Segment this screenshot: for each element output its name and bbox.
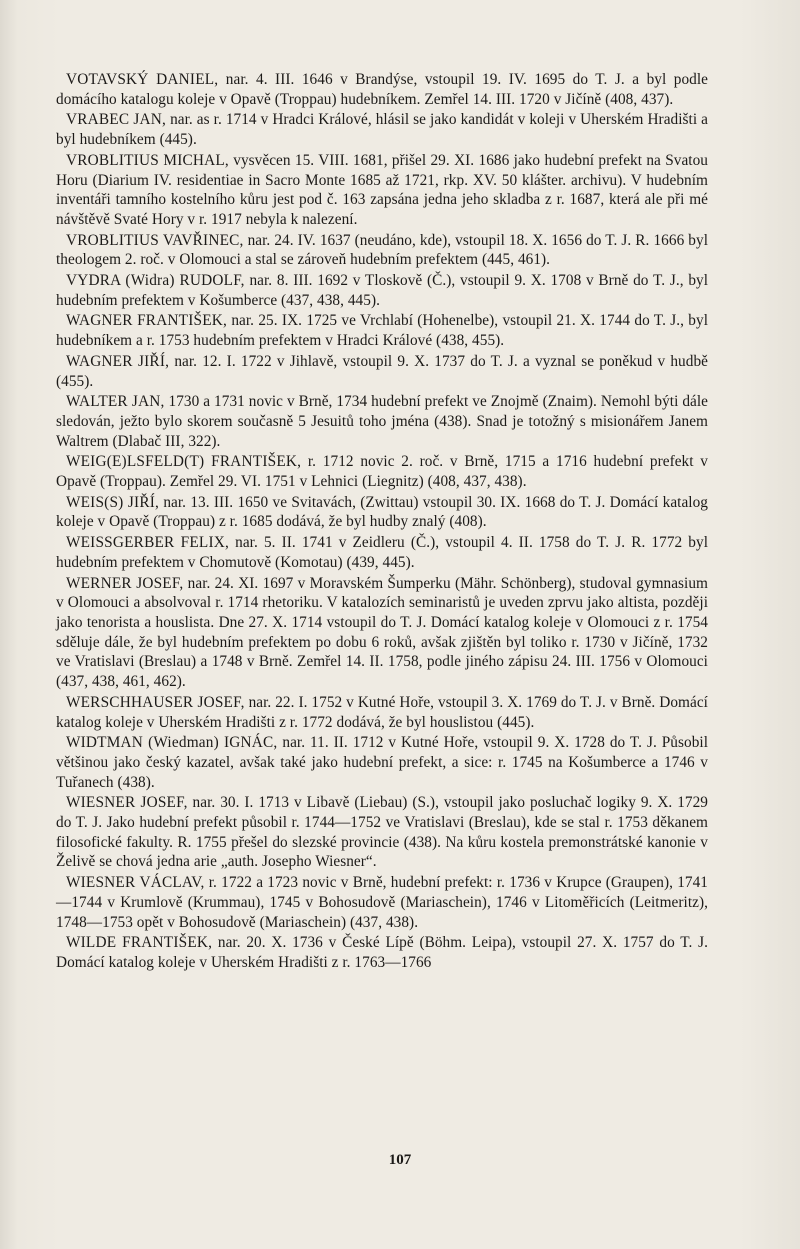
entry-wiesner-vaclav (56, 873, 708, 932)
entry-text: vysvěcen 15. VIII. 1681, přišel 29. XI. 1686 jako hudební prefekt na Svatou Horu (Diarium IV. residentiae in Sacro Monte 1685 až 1721, rkp. XV. 50 klášter. archivu). V hudebním inventáři tamního kostelního kůru jest pod č. 163 zapsána jedna jeho skladba z r. 1687, která ale při mé návštěvě Svaté Hory v r. 1917 nebyla k nalezení. (56, 151, 708, 228)
entry-text: nar. 11. II. 1712 v Kutné Hoře, vstoupil 9. X. 1728 do T. J. Působil většinou jako český kazatel, avšak také jako hudební prefekt, a sice: r. 1745 na Košumberce a 1746 v Tuřanech (438). (56, 734, 708, 791)
entry-walter (56, 392, 708, 451)
entry-text: 1730 a 1731 novic v Brně, 1734 hudební prefekt ve Znojmě (Znaim). Nemohl býti dále sledován, ježto bylo skorem současně 5 Jesuitů toho jména (438). Snad je totožný s misionářem Janem Waltrem (Dlabač III, 322). (56, 393, 709, 450)
entry-name: VOTAVSKÝ DANIEL, (66, 71, 219, 88)
entry-werschhauser (56, 693, 708, 732)
entry-name: WEIS(S) JIŘÍ, (66, 493, 160, 511)
entry-text: nar. 30. I. 1713 v Libavě (Liebau) (S.), vstoupil jako posluchač logiky 9. X. 1729 do T. J. Jako hudební prefekt působil r. 1744—1752 ve Vratislavi (Breslau), kde se stal r. 1753 děkanem filosofické fakulty. R. 1755 přešel do slezské provincie (438). Na kůru kostela premonstrátské kanonie v Želivě se chová jedna arie „auth. Josepho Wiesner“. (56, 794, 709, 871)
entry-text: nar. 22. I. 1752 v Kutné Hoře, vstoupil 3. X. 1769 do T. J. v Brně. Domácí katalog koleje v Uherském Hradišti z r. 1772 dodává, že byl houslistou (445). (56, 693, 708, 731)
entry-name: VYDRA (Widra) RUDOLF, (66, 272, 245, 290)
entry-name: WEIG(E)LSFELD(T) FRANTIŠEK, (66, 453, 302, 471)
entry-text: nar. 12. I. 1722 v Jihlavě, vstoupil 9. X. 1737 do T. J. a vyznal se poněkud v hudbě (455). (56, 352, 708, 390)
text-column (56, 70, 708, 974)
page-number: 107 (388, 1152, 412, 1168)
entry-name: WAGNER JIŘÍ, (66, 352, 170, 370)
entry-text: nar. 20. X. 1736 v České Lípě (Böhm. Leipa), vstoupil 27. X. 1757 do T. J. Domácí katalog koleje v Uherském Hradišti z r. 1763—1766 (56, 934, 708, 971)
entry-name: WIESNER JOSEF, (66, 794, 188, 812)
entry-name: VROBLITIUS MICHAL, (66, 151, 229, 169)
entry-text: nar. 25. IX. 1725 ve Vrchlabí (Hohenelbe), vstoupil 21. X. 1744 do T. J., byl hudebníkem a r. 1753 hudebním prefektem v Hradci Králové (438, 455). (56, 312, 708, 350)
entry-widtman (56, 733, 708, 792)
entry-wiesner-josef (56, 793, 708, 872)
entry-weigelsfeld (56, 452, 708, 491)
entry-text: r. 1712 novic 2. roč. v Brně, 1715 a 1716 hudební prefekt v Opavě (Troppau). Zemřel 29. VI. 1751 v Lehnici (Liegnitz) (408, 437, 438). (56, 453, 708, 491)
entry-wagner-jiri (56, 352, 708, 391)
entry-vroblitius-michal (56, 151, 708, 230)
entry-weissgerber (56, 533, 708, 572)
entry-text: nar. 5. II. 1741 v Zeidleru (Č.), vstoupil 4. II. 1758 do T. J. R. 1772 byl hudebním prefektem v Chomutově (Komotau) (439, 445). (56, 534, 708, 571)
entry-name: WAGNER FRANTIŠEK, (66, 312, 228, 330)
entry-werner (56, 574, 708, 692)
entry-text: nar. 8. III. 1692 v Tloskově (Č.), vstoupil 9. X. 1708 v Brně do T. J., byl hudebním prefektem v Košumberce (437, 438, 445). (56, 272, 709, 309)
entry-text: nar. 24. IV. 1637 (neudáno, kde), vstoupil 18. X. 1656 do T. J. R. 1666 byl theologem 2. roč. v Olomouci a stal se zároveň hudebním prefektem (445, 461). (56, 231, 708, 269)
entry-text: nar. 4. III. 1646 v Brandýse, vstoupil 19. IV. 1695 do T. J. a byl podle domácího katalogu koleje v Opavě (Troppau) hudebníkem. Zemřel 14. III. 1720 v Jičíně (408, 437). (56, 71, 708, 108)
entry-name: WEISSGERBER FELIX, (66, 534, 230, 552)
entry-name: WERNER JOSEF, (66, 574, 184, 592)
entry-votavsky (56, 70, 708, 109)
entry-name: VRABEC JAN, (66, 111, 167, 129)
entry-name: WILDE FRANTIŠEK, (66, 934, 213, 952)
entry-wagner-frantisek (56, 311, 708, 350)
entry-wilde (56, 933, 708, 972)
entry-vydra (56, 271, 708, 310)
entry-name: WERSCHHAUSER JOSEF, (66, 693, 245, 711)
entry-text: r. 1722 a 1723 novic v Brně, hudební prefekt: r. 1736 v Krupce (Graupen), 1741—1744 v Krumlově (Krummau), 1745 v Bohosudově (Mariaschein), 1746 v Litoměřicích (Leitmeritz), 1748—1753 opět v Bohosudově (Mariaschein) (437, 438). (56, 874, 708, 931)
entry-text: nar. 24. XI. 1697 v Moravském Šumperku (Mähr. Schönberg), studoval gymnasium v Olomouci a absolvoval r. 1714 rhetoriku. V katalozích seminaristů je uveden zprvu jako altista, později jako tenorista a houslista. Dne 27. X. 1714 vstoupil do T. J. Domácí katalog koleje v Olomouci z r. 1754 sděluje dále, že byl hudebním prefektem po dobu 6 roků, avšak zjištěn byl toliko r. 1730 v Jičíně, 1732 ve Vratislavi (Breslau) a 1748 v Brně. Zemřel 14. II. 1758, podle jiného zápisu 24. III. 1756 v Olomouci (437, 438, 461, 462). (56, 574, 709, 691)
entry-name: VROBLITIUS VAVŘINEC, (66, 231, 244, 249)
entry-text: nar. 13. III. 1650 ve Svitavách, (Zwittau) vstoupil 30. IX. 1668 do T. J. Domácí katalog koleje v Opavě (Troppau) z r. 1685 dodává, že byl hudby znalý (408). (56, 493, 709, 531)
entry-name: WIESNER VÁCLAV, (66, 874, 205, 892)
entry-weiss (56, 493, 708, 532)
entry-name: WALTER JAN, (66, 393, 165, 411)
entry-vroblitius-vavrinec (56, 231, 708, 270)
entry-vrabec (56, 110, 708, 149)
entry-name: WIDTMAN (Wiedman) IGNÁC, (66, 734, 278, 752)
entry-text: nar. as r. 1714 v Hradci Králové, hlásil se jako kandidát v koleji v Uherském Hradišti a byl hudebníkem (445). (56, 111, 708, 149)
